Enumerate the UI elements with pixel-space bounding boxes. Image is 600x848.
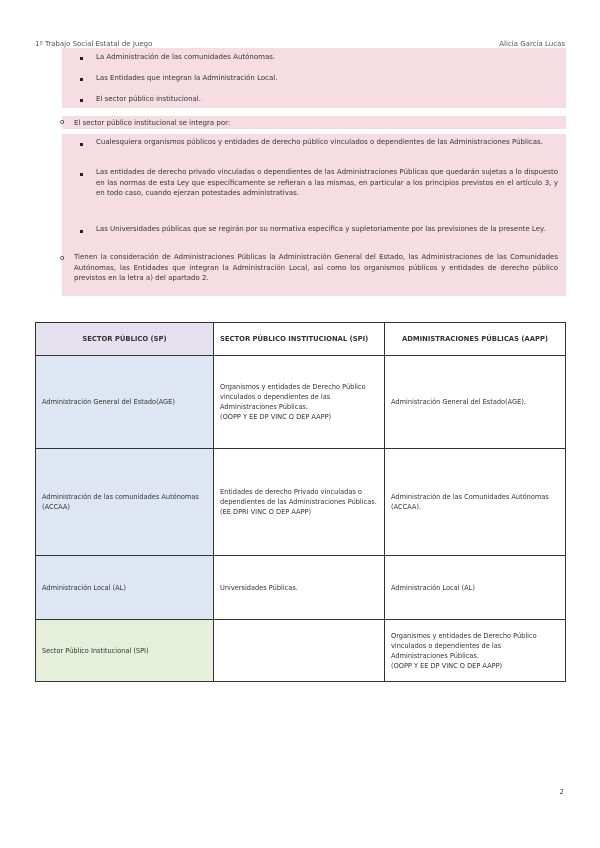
aapp-paragraph: Tienen la consideración de Administraciones Públicas la Administración General del Estado, las Administraciones de las Comunidades Autónomas, las Entidades que integran la Administración Local, así como los organismos públicos y entidades de derecho público previstos en la letra a) del apartado 2. [74, 253, 558, 282]
header-left: 1º Trabajo Social Estatal de Juego [35, 40, 153, 48]
table-cell: Administración Local (AL) [36, 556, 214, 620]
table-cell: Sector Público Institucional (SPI) [36, 620, 214, 682]
list-item: Las entidades de derecho privado vinculadas o dependientes de las Administraciones Públicas que quedarán sujetas a lo dispuesto en las normas de esta Ley que específicamente se refieran a las mismas, en particular a los principios previstos en el artículo 3, y en todo caso, cuando ejerzan potestades administrativas. [96, 168, 558, 197]
table-cell: Administración de las Comunidades Autónomas (ACCAA). [385, 449, 566, 556]
table-cell: Administración General del Estado(AGE). [385, 356, 566, 449]
list-item: Las Entidades que integran la Administración Local. [96, 74, 278, 82]
list-item: La Administración de las comunidades Autónomas. [96, 53, 276, 61]
table-cell: Organismos y entidades de Derecho Público vinculados o dependientes de las Administraciones Públicas. (OOPP Y EE DP VINC O DEP AAPP) [385, 620, 566, 682]
bullet-icon [80, 228, 83, 235]
header-right: Alicia García Lucas [499, 40, 565, 48]
table-header-cell: ADMINISTRACIONES PÚBLICAS (AAPP) [385, 323, 566, 356]
table-header-row [36, 323, 566, 356]
table-row [36, 620, 566, 682]
table-cell: Organismos y entidades de Derecho Público vinculados o dependientes de las Administraciones Públicas. (OOPP Y EE DP VINC O DEP AAPP) [214, 356, 385, 449]
table-row [36, 449, 566, 556]
bullet-icon [80, 97, 83, 104]
table-cell: Administración Local (AL) [385, 556, 566, 620]
table-row [36, 356, 566, 449]
table-cell: Administración General del Estado(AGE) [36, 356, 214, 449]
table-cell: Universidades Públicas. [214, 556, 385, 620]
table-header-cell: SECTOR PÚBLICO INSTITUCIONAL (SPI) [214, 323, 385, 356]
list-item: El sector público institucional. [96, 95, 201, 103]
bullet-icon [80, 141, 83, 148]
table-cell: Administración de las comunidades Autónomas (ACCAA) [36, 449, 214, 556]
table-header-cell: SECTOR PÚBLICO (SP) [36, 323, 214, 356]
list-item: Cualesquiera organismos públicos y entidades de derecho público vinculados o dependientes de las Administraciones Públicas. [96, 138, 543, 146]
page-number: 2 [559, 788, 564, 796]
bullet-icon [80, 55, 83, 62]
table-cell: Entidades de derecho Privado vinculadas o dependientes de las Administraciones Públicas. (EE DPRI VINC O DEP AAPP) [214, 449, 385, 556]
table-row [36, 556, 566, 620]
circle-bullet-icon: o [60, 118, 65, 126]
circle-bullet-icon: o [60, 254, 65, 262]
comparison-table [35, 322, 566, 682]
list-item: Las Universidades públicas que se regirán por su normativa específica y supletoriamente por las previsiones de la presente Ley. [96, 225, 546, 233]
spi-intro: El sector público institucional se integra por: [74, 119, 231, 127]
bullet-icon [80, 171, 83, 178]
bullet-icon [80, 76, 83, 83]
table-cell [214, 620, 385, 682]
